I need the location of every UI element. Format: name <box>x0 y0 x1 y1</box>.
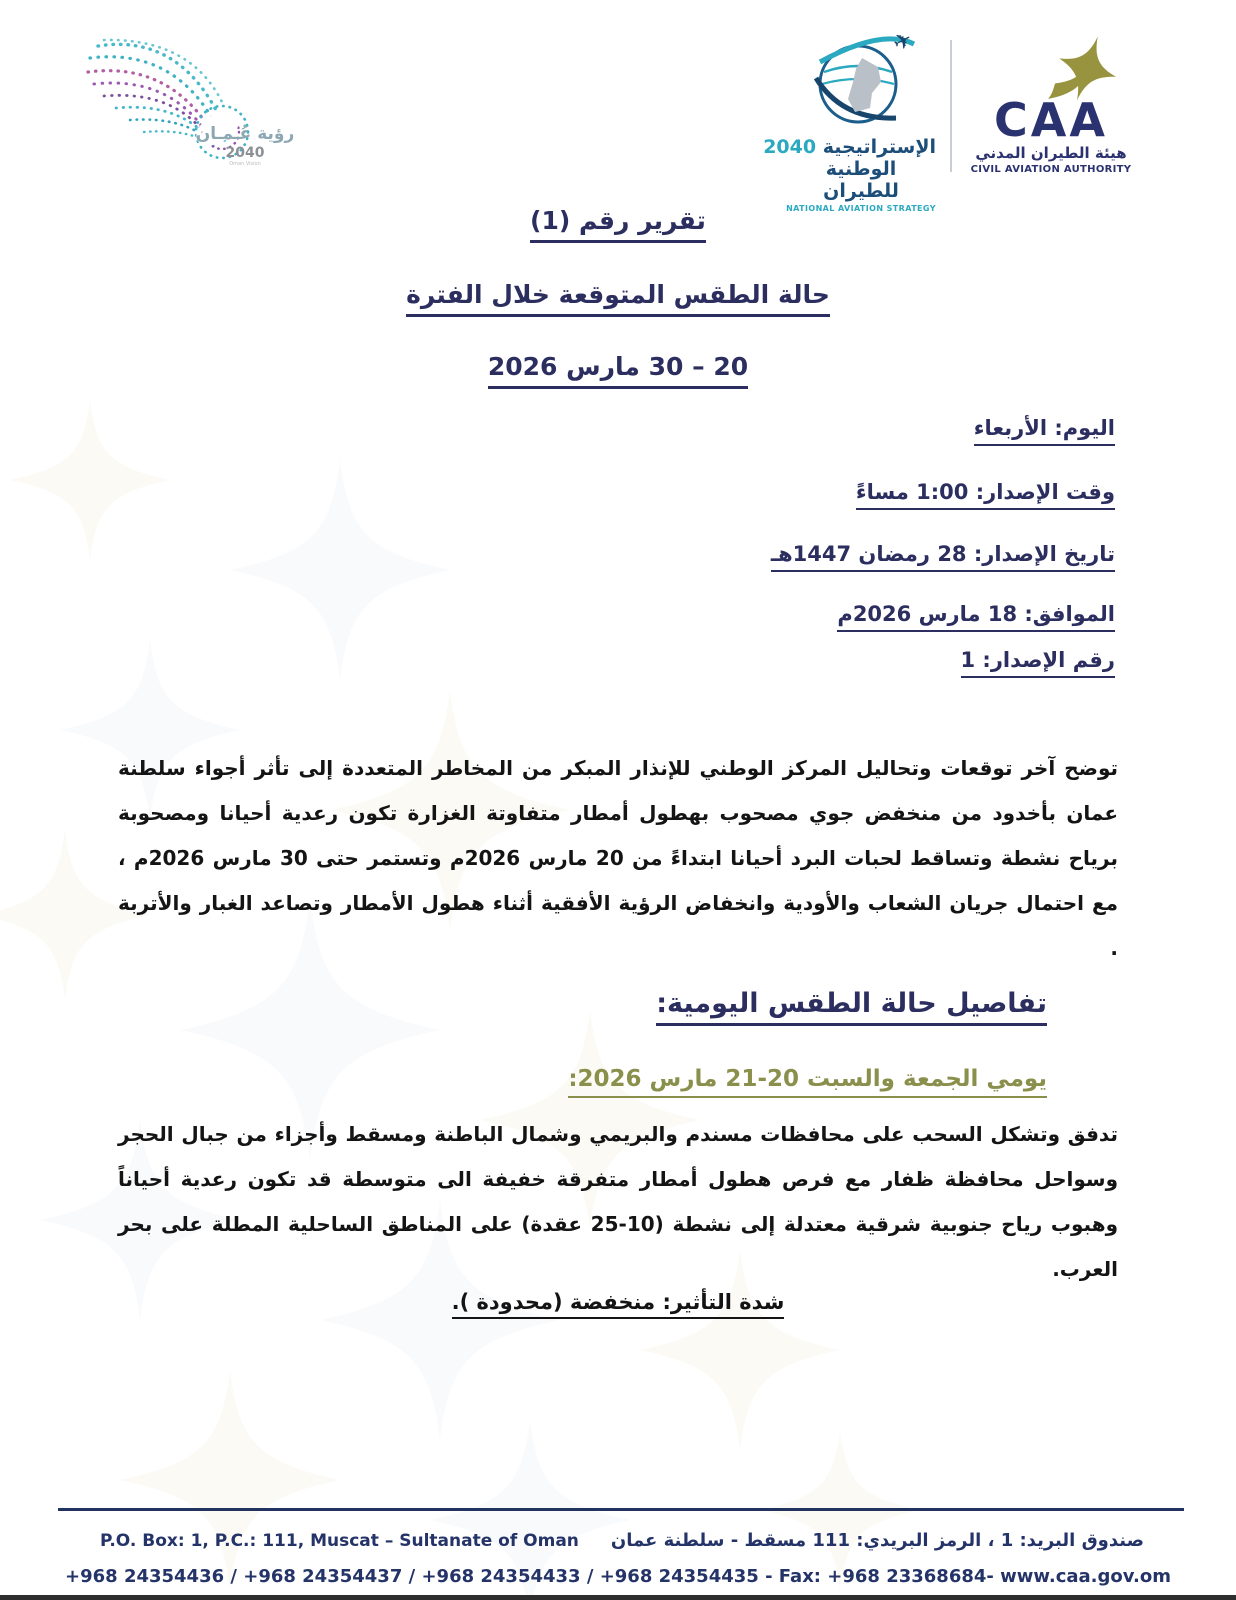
friday-saturday-heading-text: يومي الجمعة والسبت 20-21 مارس 2026: <box>568 1066 1047 1098</box>
report-period: 20 – 30 مارس 2026 <box>488 352 748 389</box>
report-subject: حالة الطقس المتوقعة خلال الفترة <box>406 280 830 317</box>
impact-severity-line <box>0 1290 1236 1319</box>
report-title-line1 <box>0 206 1236 243</box>
friday-saturday-heading <box>568 1066 1047 1098</box>
caa-name-english: CIVIL AVIATION AUTHORITY <box>970 164 1132 175</box>
meta-time-value: وقت الإصدار: 1:00 مساءً <box>856 480 1115 510</box>
meta-issue-number <box>961 648 1116 678</box>
caa-logo <box>966 34 1136 175</box>
meta-day-value: اليوم: الأربعاء <box>974 416 1115 446</box>
logo-divider <box>950 40 952 172</box>
nas-logo-line2: الوطنية للطيران <box>823 158 899 202</box>
report-title-line3 <box>0 352 1236 389</box>
meta-issue-time <box>856 480 1115 510</box>
report-number: تقرير رقم (1) <box>530 206 706 243</box>
vision-logo-arabic: رؤية عُـمـان <box>195 124 295 144</box>
caa-name-arabic: هيئة الطيران المدني <box>975 144 1127 162</box>
nas-logo-line3: NATIONAL AVIATION STRATEGY <box>786 204 936 213</box>
page-bottom-edge <box>0 1595 1236 1600</box>
nas-logo-line1 <box>763 136 936 158</box>
meta-hijri-value: تاريخ الإصدار: 28 رمضان 1447هـ <box>771 542 1115 572</box>
friday-saturday-forecast-paragraph: تدفق وتشكل السحب على محافظات مسندم والبريمي وشمال الباطنة ومسقط وأجزاء من جبال الحجر وسواحل محافظة ظفار مع فرص هطول أمطار متفرقة خفيفة الى متوسطة قد تكون رعدية أحياناً وهبوب رياح جنوبية شرقية معتدلة إلى نشطة (10-25 عقدة) على المناطق الساحلية المطلة على بحر العرب. <box>118 1122 1118 1281</box>
nas-globe-icon <box>802 34 920 130</box>
report-title-line2 <box>0 280 1236 317</box>
meta-day <box>974 416 1115 446</box>
svg-text:✈: ✈ <box>889 34 918 58</box>
nas-logo-arabic-word: الإستراتيجية <box>822 136 936 158</box>
meta-issue-value: رقم الإصدار: 1 <box>961 648 1116 678</box>
footer-address-row <box>100 1530 1144 1551</box>
vision-logo-year: 2040 <box>225 145 265 161</box>
footer-divider-line <box>58 1508 1184 1511</box>
footer-address-arabic: صندوق البريد: 1 ، الرمز البريدي: 111 مسقط - سلطنة عمان <box>610 1530 1144 1551</box>
footer-contact-row: +968 24354436 / +968 24354437 / +968 24354433 / +968 24354435 - Fax: +968 23368684- www.caa.gov.om <box>65 1566 1171 1587</box>
footer-address-english: P.O. Box: 1, P.C.: 111, Muscat – Sultanate of Oman <box>100 1531 579 1551</box>
daily-details-heading <box>656 988 1047 1026</box>
daily-details-heading-text: تفاصيل حالة الطقس اليومية: <box>656 988 1047 1026</box>
national-aviation-strategy-logo <box>763 34 936 213</box>
meta-greg-value: الموافق: 18 مارس 2026م <box>837 602 1115 632</box>
oman-vision-2040-logo <box>80 32 370 182</box>
meta-hijri-date <box>771 542 1115 572</box>
impact-severity-text: شدة التأثير: منخفضة (محدودة ). <box>452 1290 785 1319</box>
vision-logo-caption: Oman Vision <box>229 161 261 167</box>
nas-logo-year: 2040 <box>763 136 817 158</box>
forecast-summary-paragraph: توضح آخر توقعات وتحاليل المركز الوطني للإنذار المبكر من المخاطر المتعددة إلى تأثر أجواء سلطنة عمان بأخدود من منخفض جوي مصحوب بهطول أمطار متفاوتة الغزارة تكون رعدية أحيانا ومصحوبة برياح نشطة وتساقط لحبات البرد أحيانا ابتداءً من 20 مارس 2026م وتستمر حتى 30 مارس 2026م ، مع احتمال جريان الشعاب والأودية وانخفاض الرؤية الأفقية أثناء هطول الأمطار وتصاعد الغبار والأتربة . <box>118 756 1119 960</box>
header-logos <box>763 34 1136 213</box>
meta-gregorian-date <box>837 602 1115 632</box>
nas-logo-text <box>763 136 936 213</box>
vision-logo-text <box>180 124 310 167</box>
caa-acronym: CAA <box>994 93 1108 147</box>
